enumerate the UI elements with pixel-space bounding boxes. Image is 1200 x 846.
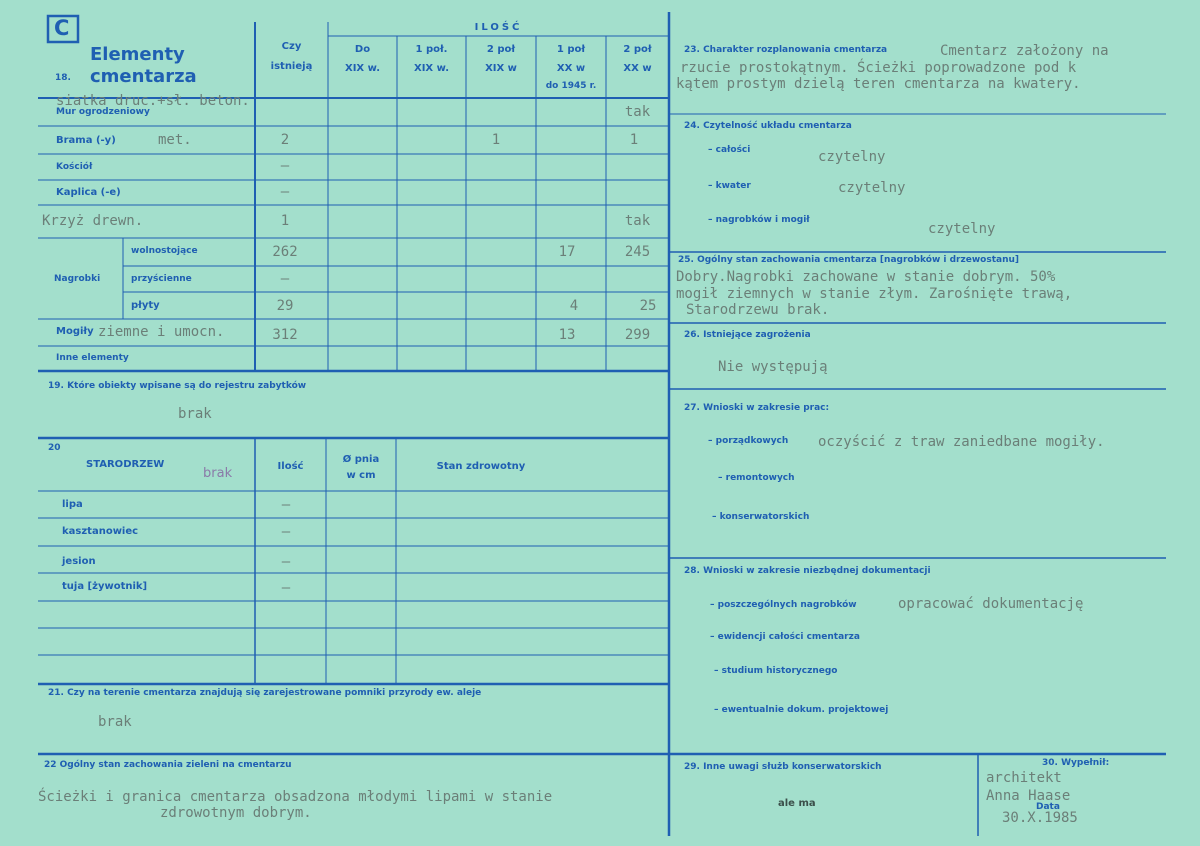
period-4-l2: XX w [556, 63, 586, 74]
s28-item-ewentualnie: – ewentualnie dokum. projektowej [714, 705, 889, 715]
s23-label: 23. Charakter rozplanowania cmentarza [684, 45, 888, 55]
p3-brama: 1 [491, 132, 501, 148]
s23-line3: kątem prostym dzielą teren cmentarza na kwatery. [676, 76, 1081, 92]
period-5-l2: XX w [623, 63, 652, 74]
s30-label: 30. Wypełnił: [1042, 758, 1110, 768]
row-label-brama: Brama (-y) [56, 135, 116, 146]
tree-name-lipa: lipa [62, 499, 83, 510]
row-label-wolnostojace: wolnostojące [131, 246, 198, 256]
s24-item-calosci: – całości [708, 145, 751, 155]
s30-date: 30.X.1985 [1002, 810, 1078, 826]
s24-label: 24. Czytelność układu cmentarza [684, 121, 852, 131]
s22-label: 22 Ogólny stan zachowania zieleni na cmentarzu [44, 760, 292, 770]
tree-count-tuja: – [281, 580, 291, 596]
s20-number: 20 [48, 443, 61, 453]
tree-count-jesion: – [281, 554, 291, 570]
p4-wolnostojace: 17 [558, 244, 576, 260]
p5-krzyz: tak [624, 213, 651, 229]
s23-line1: Cmentarz założony na [940, 43, 1109, 59]
form-letter: C [54, 16, 70, 40]
col-exists-1: Czy [281, 41, 302, 52]
s27-value-porzadkowych: oczyścić z traw zaniedbane mogiły. [818, 434, 1105, 450]
s28-label: 28. Wnioski w zakresie niezbędnej dokumentacji [684, 566, 931, 576]
row-label-kosciol: Kościół [56, 162, 93, 172]
exists-wolnostojace: 262 [272, 244, 298, 260]
s20-handwritten: brak [203, 466, 233, 481]
row-label-przyscienne: przyścienne [131, 274, 192, 284]
s21-value: brak [98, 714, 132, 730]
p5-brama: 1 [629, 132, 639, 148]
s25-line3: Starodrzewu brak. [686, 302, 830, 318]
s30-date-label: Data [1036, 802, 1060, 812]
tree-name-tuja: tuja [żywotnik] [62, 581, 148, 592]
exists-kosciol: – [280, 158, 290, 174]
row-label-plyty: płyty [131, 300, 160, 311]
s21-label: 21. Czy na terenie cmentarza znajdują się zarejestrowane pomniki przyrody ew. aleje [48, 688, 482, 698]
s22-line2: zdrowotnym dobrym. [160, 805, 312, 821]
s22-line1: Ścieżki i granica cmentarza obsadzona młodymi lipami w stanie [38, 789, 553, 805]
row-label-kaplica: Kaplica (-e) [56, 187, 121, 198]
p5-mogily: 299 [624, 327, 651, 343]
nagrobki-label: Nagrobki [54, 274, 101, 284]
section-18-title-1: Elementy [90, 44, 185, 65]
exists-brama: 2 [280, 132, 290, 148]
period-1-l1: Do [354, 44, 371, 55]
s24-item-nagrobkow: – nagrobków i mogił [708, 215, 810, 225]
s24-item-kwater: – kwater [708, 181, 751, 191]
s27-item-porzadkowych: – porządkowych [708, 436, 789, 446]
s20-col-ilosc: Ilość [277, 461, 304, 472]
typed-mogily: ziemne i umocn. [98, 324, 225, 340]
typed-krzyz: Krzyż drewn. [42, 213, 144, 229]
period-5-l1: 2 poł [623, 44, 652, 55]
s26-label: 26. Istniejące zagrożenia [684, 330, 811, 340]
s20-col-pnia-2: w cm [346, 470, 376, 481]
s29-label: 29. Inne uwagi służb konserwatorskich [684, 762, 882, 772]
col-ilosc: ILOŚĆ [474, 22, 523, 33]
typed-brama: met. [158, 132, 192, 148]
s28-item-ewidencji: – ewidencji całości cmentarza [710, 632, 860, 642]
s28-item-studium: – studium historycznego [714, 666, 838, 676]
s27-item-konserwatorskich: – konserwatorskich [712, 512, 810, 522]
exists-plyty: 29 [276, 298, 294, 314]
tree-count-lipa: – [281, 497, 291, 513]
tree-name-jesion: jesion [62, 556, 96, 567]
s25-label: 25. Ogólny stan zachowania cmentarza [nagrobków i drzewostanu] [678, 255, 1019, 265]
period-4-l3: do 1945 r. [545, 81, 597, 91]
p5-plyty: 25 [639, 298, 657, 314]
s24-value-calosci: czytelny [818, 149, 886, 165]
s27-item-remontowych: – remontowych [718, 473, 795, 483]
s29-stamp: ale ma [778, 798, 816, 809]
s26-value: Nie występują [718, 359, 828, 375]
section-18-title-2: cmentarza [90, 66, 197, 87]
typed-mur: siatka druc.+sł. beton. [56, 93, 250, 109]
s23-line2: rzucie prostokątnym. Ścieżki poprowadzone pod k [680, 60, 1077, 76]
s24-value-nagrobkow: czytelny [928, 221, 996, 237]
s20-col-stan: Stan zdrowotny [436, 461, 526, 472]
s20-col-pnia-1: Ø pnia [342, 454, 380, 465]
s27-label: 27. Wnioski w zakresie prac: [684, 403, 830, 413]
p4-plyty: 4 [569, 298, 579, 314]
p5-wolnostojace: 245 [624, 244, 651, 260]
exists-przyscienne: – [280, 271, 290, 287]
period-1-l2: XIX w. [344, 63, 381, 74]
p5-mur: tak [624, 104, 651, 120]
exists-kaplica: – [280, 184, 290, 200]
row-label-mogily: Mogiły [56, 326, 94, 337]
exists-mogily: 312 [272, 327, 298, 343]
s25-line1: Dobry.Nagrobki zachowane w stanie dobrym. 50% [676, 269, 1056, 285]
s30-name1: architekt [986, 770, 1062, 786]
period-4-l1: 1 poł [556, 44, 586, 55]
s28-value-nagrobkow: opracować dokumentację [898, 596, 1084, 612]
row-label-inne: Inne elementy [56, 353, 129, 363]
s30-name2: Anna Haase [986, 788, 1071, 804]
exists-krzyz: 1 [280, 213, 290, 229]
period-3-l1: 2 poł [486, 44, 516, 55]
p4-mogily: 13 [558, 327, 576, 343]
period-2-l2: XIX w. [413, 63, 450, 74]
section-18-number: 18. [55, 73, 71, 83]
tree-count-kasztanowiec: – [281, 524, 291, 540]
col-exists-2: istnieją [270, 61, 313, 72]
tree-name-kasztanowiec: kasztanowiec [62, 526, 139, 537]
s24-value-kwater: czytelny [838, 180, 906, 196]
s25-line2: mogił ziemnych w stanie złym. Zarośnięte trawą, [676, 286, 1073, 302]
period-3-l2: XIX w [485, 63, 517, 74]
s28-item-nagrobkow: – poszczególnych nagrobków [710, 600, 857, 610]
s19-label: 19. Które obiekty wpisane są do rejestru zabytków [48, 381, 307, 391]
row-label-mur: Mur ogrodzeniowy [56, 107, 150, 117]
s20-title: STARODRZEW [86, 459, 165, 470]
s19-value: brak [178, 406, 212, 422]
period-2-l1: 1 poł. [415, 44, 448, 55]
